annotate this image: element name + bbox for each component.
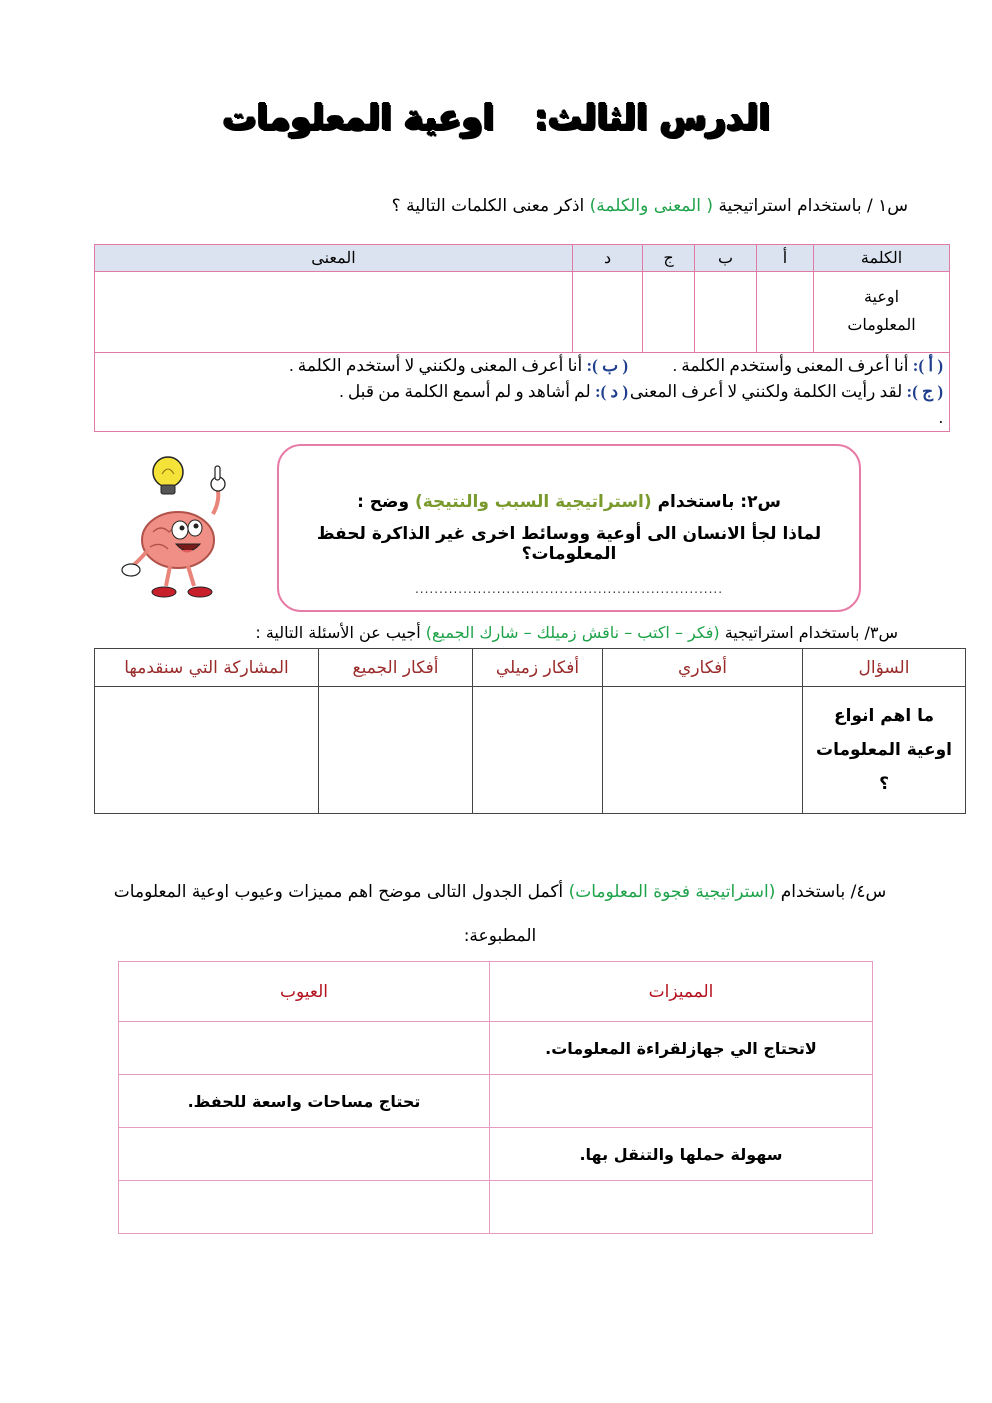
question-cell: ما اهم انواع اوعية المعلومات ؟ [803,687,966,814]
header-c: ج [643,245,695,272]
q1-instruction [392,196,908,216]
con-cell[interactable] [119,1022,490,1075]
q3-strategy: (فكر – اكتب – ناقش زميلك – شارك الجميع) [425,623,720,642]
legend-d-key: ( د ): [594,382,628,401]
table-row [119,1075,873,1128]
header-b: ب [695,245,757,272]
header-meaning: المعنى [95,245,573,272]
q2-question: لماذا لجأ الانسان الى أوعية ووسائط اخرى غير الذاكرة لحفظ المعلومات؟ [316,524,822,564]
contribution-cell[interactable] [95,687,319,814]
pro-cell[interactable] [490,1181,873,1234]
table-row [95,687,966,814]
q2-box [277,444,861,612]
legend-b-key: ( ب ): [586,356,628,375]
q2-answer-line[interactable]: ................................................................ [414,582,724,596]
header-pros: المميزات [490,962,873,1022]
pro-cell[interactable] [490,1075,873,1128]
legend-d [339,379,628,431]
header-partner-ideas: أفكار زميلي [473,649,603,687]
header-our-contribution: المشاركة التي سنقدمها [95,649,319,687]
q1-suffix: اذكر معنى الكلمات التالية ؟ [391,196,585,216]
header-cons: العيوب [119,962,490,1022]
pros-cons-table [118,961,873,1234]
con-cell[interactable]: تحتاج مساحات واسعة للحفظ. [119,1075,490,1128]
all-ideas-cell[interactable] [319,687,473,814]
legend-cell [95,353,950,432]
word-cell: اوعية المعلومات [814,272,950,353]
my-ideas-cell[interactable] [603,687,803,814]
header-question: السؤال [803,649,966,687]
legend-line-1 [101,353,943,379]
title-lesson: الدرس الثالث: [534,98,770,138]
q4-strategy: (استراتيجية فجوة المعلومات) [568,882,776,902]
q1-prefix: س١ / باستخدام استراتيجية [718,196,908,216]
header-my-ideas: أفكاري [603,649,803,687]
q3-suffix: أجيب عن الأسئلة التالية : [255,623,421,642]
cell-b[interactable] [695,272,757,353]
q2-prefix: س٢: باستخدام [657,492,781,512]
legend-a-key: ( أ ): [912,356,943,375]
table-header-row [119,962,873,1022]
legend-line-2 [101,379,943,431]
header-word: الكلمة [814,245,950,272]
cell-a[interactable] [757,272,814,353]
header-a: أ [757,245,814,272]
table-row [95,272,950,353]
legend-d-text: لم أشاهد و لم أسمع الكلمة من قبل . [339,382,591,401]
legend-a [628,353,943,379]
legend-b-text: أنا أعرف المعنى ولكنني لا أستخدم الكلمة . [289,356,583,375]
pro-cell[interactable]: لاتحتاج الي جهازلقراءة المعلومات. [490,1022,873,1075]
q3-prefix: س٣/ باستخدام استراتيجية [724,623,898,642]
legend-row [95,353,950,432]
cell-d[interactable] [573,272,643,353]
table-row [119,1181,873,1234]
q4-prefix: س٤/ باستخدام [780,882,887,902]
table-row [119,1022,873,1075]
cell-meaning[interactable] [95,272,573,353]
brain-lightbulb-icon [118,452,243,600]
legend-c-text: لقد رأيت الكلمة ولكنني لا أعرف المعنى . [629,382,943,427]
legend-c-key: ( ج ): [906,382,943,401]
q2-strategy: (استراتيجية السبب والنتيجة) [414,492,652,512]
pro-cell[interactable]: سهولة حملها والتنقل بها. [490,1128,873,1181]
table-header-row [95,649,966,687]
think-pair-share-table [94,648,966,814]
table-header-row [95,245,950,272]
q3-instruction [255,623,898,642]
q1-strategy: ( المعنى والكلمة) [589,196,714,216]
con-cell[interactable] [119,1181,490,1234]
legend-a-text: أنا أعرف المعنى وأستخدم الكلمة . [672,356,909,375]
word-meaning-table [94,244,950,432]
cell-c[interactable] [643,272,695,353]
partner-ideas-cell[interactable] [473,687,603,814]
legend-b [289,353,628,379]
con-cell[interactable] [119,1128,490,1181]
title-topic: اوعية المعلومات [222,98,495,138]
legend-c [628,379,943,431]
q4-instruction [100,870,900,958]
q2-suffix: وضح : [357,492,410,512]
page-title [0,98,992,138]
table-row [119,1128,873,1181]
q2-instruction [279,492,859,512]
q4-suffix: أكمل الجدول التالى موضح اهم مميزات وعيوب اوعية المعلومات المطبوعة: [113,882,564,946]
header-all-ideas: أفكار الجميع [319,649,473,687]
header-d: د [573,245,643,272]
